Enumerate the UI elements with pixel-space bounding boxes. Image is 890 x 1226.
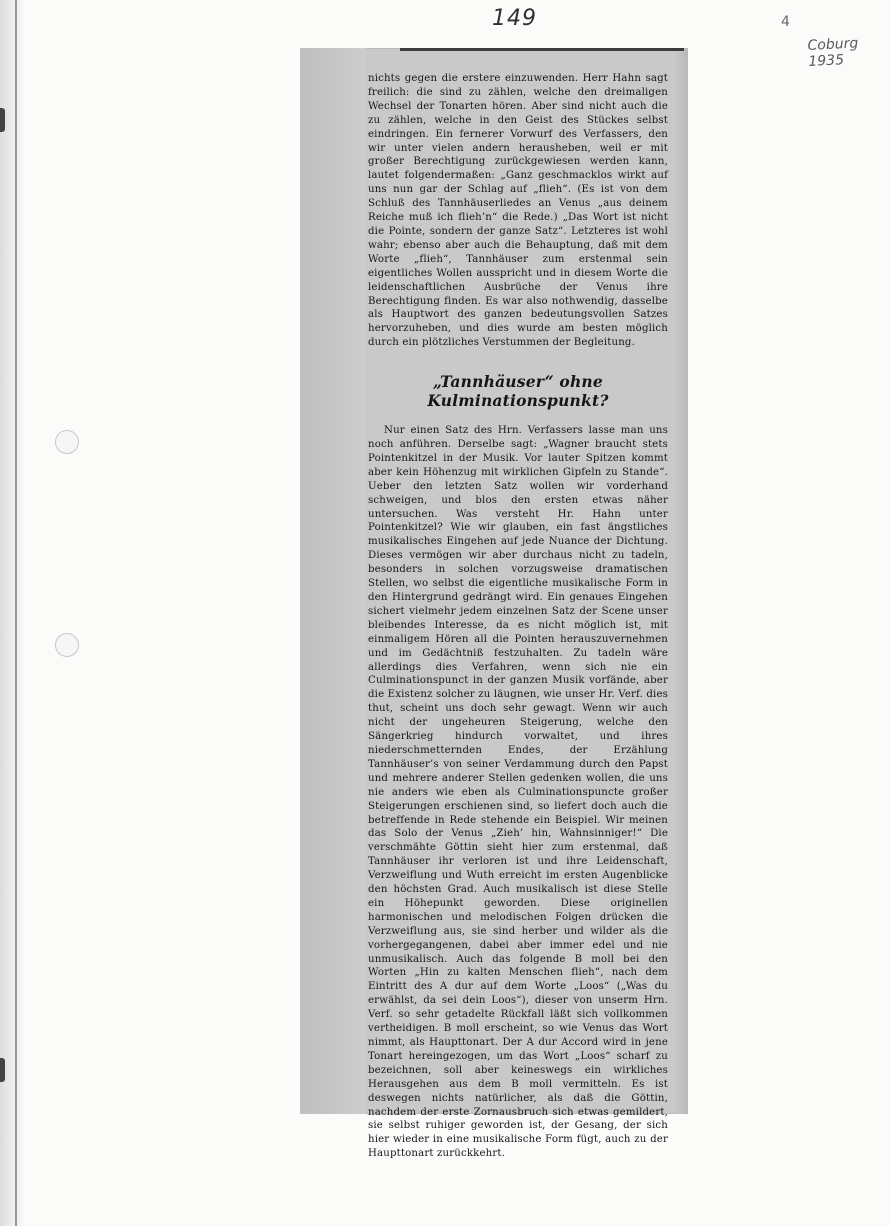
article-column	[368, 72, 668, 1161]
article-headline: „Tannhäuser“ ohne Kulminationspunkt?	[427, 372, 609, 411]
binder-ring-mark	[0, 1058, 5, 1082]
handwritten-page-number: 149	[492, 6, 537, 31]
handwritten-corner-number: 4	[781, 14, 790, 30]
punch-hole	[55, 633, 79, 657]
punch-hole	[55, 430, 79, 454]
clipping-top-rule	[400, 48, 684, 51]
newspaper-clipping	[300, 48, 688, 1160]
handwritten-source-date: Coburg 1935	[807, 35, 859, 70]
binder-line	[15, 0, 17, 1226]
clipping-edge	[674, 48, 688, 1114]
binder-edge	[0, 0, 24, 1226]
clipping-margin	[300, 48, 366, 1114]
article-paragraph: Nur einen Satz des Hrn. Verfassers lasse man uns noch anführen. Derselbe sagt: „Wagner braucht stets Pointenkitzel in der Musik. Vor lauter Spitzen kommt aber kein Höhenzug mit wirklichen Gipfeln zu Stande“. Ueber den letzten Satz wollen wir vorderhand schweigen, und blos den ersten etwas näher untersuchen. Was versteht Hr. Hahn unter Pointenkitzel? Wie wir glauben, ein fast ängstliches musikalisches Eingehen auf jede Nuance der Dichtung. Dieses vermögen wir aber durchaus nicht zu tadeln, besonders in solchen vorzugsweise dramatischen Stellen, wo selbst die eigentliche musikalische Form in den Hintergrund gedrängt wird. Ein genaues Eingehen sichert vielmehr jedem einzelnen Satz der Scene unser bleibendes Interesse, da es nicht möglich ist, mit einmaligem Hören all die Pointen herauszuvernehmen und im Gedächtniß festzuhalten. Zu tadeln wäre allerdings dies Verfahren, wenn sich nie ein Culminationspunct in der ganzen Musik vorfände, aber die Existenz solcher zu läugnen, wie unser Hr. Verf. dies thut, scheint uns doch sehr gewagt. Wenn wir auch nicht der ungeheuren Steigerung, welche den Sängerkrieg hindurch vorwaltet, und ihres niederschmetternden Endes, der Erzählung Tannhäuser’s von seiner Verdammung durch den Papst und mehrere anderer Stellen gedenken wollen, die uns nie anders wie eben als Culminationspuncte großer Steigerungen erschienen sind, so liefert doch auch die betreffende in Rede stehende ein Beispiel. Wir meinen das Solo der Venus „Zieh’ hin, Wahnsinniger!“ Die verschmähte Göttin sieht hier zum erstenmal, daß Tannhäuser ihr verloren ist und ihre Leidenschaft, Verzweiflung und Wuth erreicht im ersten Augenblicke den höchsten Grad. Auch musikalisch ist diese Stelle ein Höhepunkt geworden. Diese originellen harmonischen und melodischen Folgen drücken die Verzweiflung aus, sie sind herber und wilder als die vorhergegangenen, dabei aber immer edel und nie unmusikalisch. Auch das folgende B moll bei den Worten „Hin zu kalten Menschen flieh“, nach dem Eintritt des A dur auf dem Worte „Loos“ („Was du erwählst, da sei dein Loos“), dieser von unserm Hrn. Verf. so sehr getadelte Rückfall läßt sich vollkommen vertheidigen. B moll erscheint, so wie Venus das Wort nimmt, als Haupttonart. Der A dur Accord wird in jene Tonart hereingezogen, um das Wort „Loos“ scharf zu bezeichnen, soll aber keineswegs ein wirkliches Herausgehen aus dem B moll vermitteln. Es ist deswegen nichts natürlicher, als daß die Göttin, nachdem der erste Zornausbruch sich etwas gemildert, sie selbst ruhiger geworden ist, der Gesang, der sich hier wieder in eine musikalische Form fügt, auch zu der Haupttonart zurückkehrt.	[368, 425, 668, 1160]
article-paragraph: nichts gegen die erstere einzuwenden. Herr Hahn sagt freilich: die sind zu zählen, welche den dreimaligen Wechsel der Tonarten hören. Aber sind nicht auch die zu zählen, welche in den Geist des Stückes selbst eindringen. Ein fernerer Vorwurf des Verfassers, den wir unter vielen andern herausheben, weil er mit großer Berechtigung zurückgewiesen werden kann, lautet folgendermaßen: „Ganz geschmacklos wirkt auf uns nun gar der Schlag auf „flieh“. (Es ist von dem Schluß des Tannhäuserliedes an Venus „aus deinem Reiche muß ich flieh’n“ die Rede.) „Das Wort ist nicht die Pointe, sondern der ganze Satz“. Letzteres ist wohl wahr; ebenso aber auch die Behauptung, daß mit dem Worte „flieh“, Tannhäuser zum erstenmal sein eigentliches Wollen ausspricht und in diesem Worte die leidenschaftlichen Ausbrüche der Venus ihre Berechtigung finden. Es war also nothwendig, dasselbe als Hauptwort des ganzen bedeutungsvollen Satzes hervorzuheben, und dies wurde am besten möglich durch ein plötzliches Verstummen der Begleitung.	[368, 73, 668, 349]
binder-ring-mark	[0, 108, 5, 132]
